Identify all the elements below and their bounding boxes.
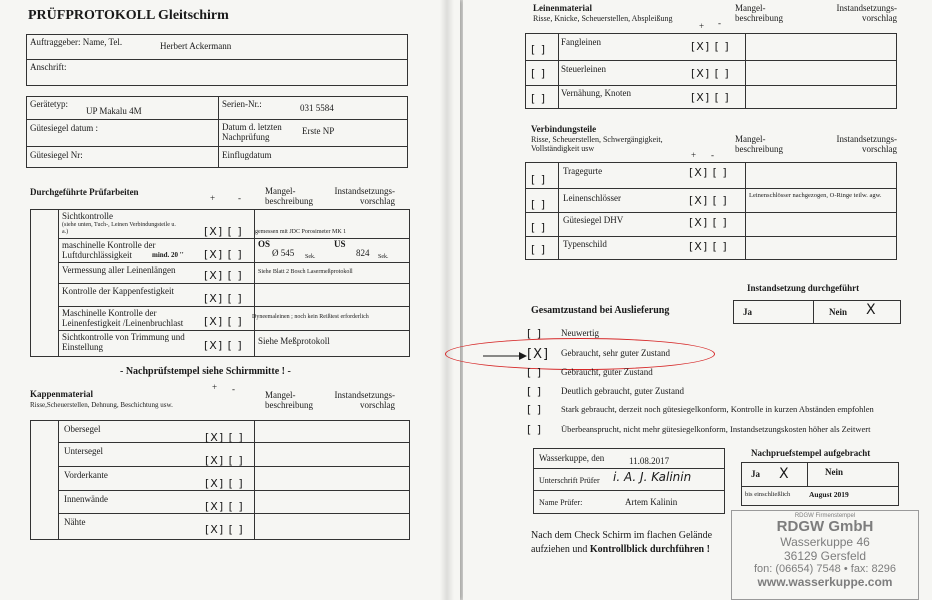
client-value: Herbert Ackermann (160, 41, 232, 51)
canopy-row-mark: [X] [ ] (205, 477, 244, 490)
connectors-heading: Verbindungsteile (531, 124, 597, 134)
last-check-label: Datum d. letzten Nachprüfung (222, 122, 282, 142)
check-row-label: Kontrolle der Kappenfestigkeit (62, 286, 174, 296)
check-row-sub: mind. 20 '' (152, 251, 184, 259)
check-row-note: Siehe Meßprotokoll (258, 336, 330, 346)
condition-box: [ ] (527, 366, 543, 379)
repair-done-yes: Ja (743, 307, 752, 317)
lines-sub: Risse, Knicke, Scheuerstellen, Abspleißung (533, 14, 673, 23)
condition-box: [ ] (527, 327, 543, 340)
connectors-row-note: Leinenschlösser nachgezogen, O-Ringe teilw. agw. (749, 192, 882, 199)
repair-done-no: Nein (829, 307, 847, 317)
signature-date: 11.08.2017 (629, 456, 670, 466)
seal-date-label: Gütesiegel datum : (30, 123, 98, 133)
signature-handwriting: i. A. J. Kalinin (613, 470, 692, 484)
page-fold-shadow (440, 0, 454, 600)
connectors-row-label: Leinenschlösser (563, 193, 621, 203)
document-title: PRÜFPROTOKOLL Gleitschirm (28, 8, 229, 23)
footer-note-line1: Nach dem Check Schirm im flachen Gelände (531, 530, 713, 541)
check-row-mark: [X] [ ] (204, 339, 243, 352)
canopy-row-mark: [X] [ ] (205, 454, 244, 467)
connectors-row-mark: [X] [ ] (689, 166, 728, 179)
lines-row-mark: [X] [ ] (691, 91, 730, 104)
condition-label: Deutlich gebraucht, guter Zustand (561, 386, 684, 396)
lines-row-box: [ ] (531, 67, 547, 80)
connectors-row-label: Typenschild (563, 239, 607, 249)
defect-column-label: Mangel- beschreibung (265, 186, 313, 206)
condition-label: Gebraucht, guter Zustand (561, 367, 653, 377)
canopy-row-label: Untersegel (64, 446, 103, 456)
condition-label: Überbeansprucht, nicht mehr gütesiegelkonform, Instandsetzungskosten höher als Zeitwert (561, 424, 871, 434)
connectors-row-box: [ ] (531, 173, 547, 186)
check-row-label: maschinelle Kontrolle der Luftdurchlässigkeit (62, 240, 156, 260)
condition-heading: Gesamtzustand bei Auslieferung (531, 305, 670, 316)
address-label: Anschrift: (30, 62, 67, 72)
fly-date-label: Einflugdatum (222, 150, 272, 160)
check-row-label: Maschinelle Kontrolle der Leinenfestigkeit /Leinenbruchlast (62, 308, 184, 328)
left-page (0, 0, 460, 600)
type-label: Gerätetyp: (30, 99, 68, 109)
minus-label: - (711, 150, 714, 160)
last-check-value: Erste NP (302, 126, 335, 136)
canopy-row-mark: [X] [ ] (205, 431, 244, 444)
condition-box: [ ] (527, 423, 543, 436)
check-row-mark: [X] [ ] (204, 315, 243, 328)
stamp-valid-label: bis einschließlich (745, 491, 791, 498)
stamp-applied-yes: Ja (751, 469, 760, 479)
plus-label: + (699, 21, 705, 31)
signature-name-label: Name Prüfer: (539, 498, 583, 507)
us-unit: Sek. (378, 254, 389, 260)
stamp-phone: fon: (06654) 7548 • fax: 8296 (753, 563, 897, 575)
check-row-label: Sichtkontrolle (62, 211, 113, 221)
os-unit: Sek. (305, 254, 316, 260)
client-label: Auftraggeber: Name, Tel. (30, 37, 123, 47)
connectors-row-mark: [X] [ ] (689, 216, 728, 229)
serial-label: Serien-Nr.: (222, 99, 262, 109)
repair-done-heading: Instandsetzung durchgeführt (747, 283, 860, 293)
lines-row-box: [ ] (531, 92, 547, 105)
repair-column-label: Instandsetzungs- vorschlag (334, 390, 395, 410)
condition-box: [ ] (527, 403, 543, 416)
check-row-mark: [X] [ ] (204, 292, 243, 305)
canopy-row-label: Nähte (64, 517, 86, 527)
minus-label: - (718, 18, 721, 28)
stamp-applied-box (741, 462, 899, 506)
defect-column-label: Mangel- beschreibung (735, 3, 783, 23)
stamp-company-name: RDGW GmbH (776, 518, 874, 535)
stamp-caption: RDGW Firmenstempel (794, 513, 856, 519)
connectors-row-mark: [X] [ ] (689, 194, 728, 207)
stamp-applied-no: Nein (825, 467, 843, 477)
signature-place-label: Wasserkuppe, den (539, 453, 605, 463)
condition-label: Neuwertig (561, 328, 599, 338)
minus-label: - (238, 193, 241, 203)
os-label: OS (258, 239, 271, 249)
lines-row-mark: [X] [ ] (691, 40, 730, 53)
stamp-city: 36129 Gersfeld (783, 549, 867, 563)
stamp-web: www.wasserkuppe.com (757, 575, 893, 589)
check-row-mark: [X] [ ] (204, 248, 243, 261)
lines-row-label: Steuerleinen (561, 64, 606, 74)
connectors-row-box: [ ] (531, 221, 547, 234)
stamp-applied-mark: X (779, 466, 789, 482)
stamp-valid-value: August 2019 (809, 490, 849, 499)
signature-sign-label: Unterschrift Prüfer (539, 476, 600, 485)
us-label: US (334, 239, 346, 249)
canopy-heading: Kappenmaterial (30, 389, 93, 399)
repair-done-mark: X (866, 302, 876, 318)
seal-no-label: Gütesiegel Nr: (30, 150, 83, 160)
defect-column-label: Mangel- beschreibung (265, 390, 313, 410)
canopy-row-mark: [X] [ ] (205, 500, 244, 513)
check-row-label: Sichtkontrolle von Trimmung und Einstellung (62, 332, 185, 352)
condition-label: Stark gebraucht, derzeit noch gütesiegelkonform, Kontrolle in kurzen Abständen empfohlen (561, 404, 874, 414)
check-row-label: Vermessung aller Leinenlängen (62, 265, 176, 275)
footer-note-line2: aufziehen und (531, 544, 590, 555)
canopy-sub: Risse,Scheuerstellen, Dehnung, Beschichtung usw. (30, 401, 173, 409)
check-row-note: gemessen mit JDC Porosimeter MK 1 (255, 229, 347, 235)
us-value: 824 (356, 248, 370, 258)
canopy-row-mark: [X] [ ] (205, 523, 244, 536)
connectors-row-box: [ ] (531, 243, 547, 256)
lines-heading: Leinenmaterial (533, 3, 592, 13)
lines-row-label: Vernähung, Knoten (561, 88, 631, 98)
canopy-row-label: Obersegel (64, 424, 101, 434)
check-row-mark: [X] [ ] (204, 269, 243, 282)
check-row-note: Dyneemaleinen ; noch kein Reißtest erforderlich (252, 314, 369, 320)
plus-label: + (210, 193, 216, 203)
right-page (463, 0, 932, 600)
signature-name-value: Artem Kalinin (625, 497, 678, 507)
lines-row-box: [ ] (531, 43, 547, 56)
condition-label: Gebraucht, sehr guter Zustand (561, 348, 670, 358)
canopy-row-label: Vorderkante (64, 470, 108, 480)
repair-column-label: Instandsetzungs- vorschlag (836, 134, 897, 154)
os-value: Ø 545 (272, 248, 295, 258)
check-row-mark: [X] [ ] (204, 225, 243, 238)
arrow-icon (483, 350, 527, 362)
minus-label: - (232, 384, 235, 394)
serial-value: 031 5584 (300, 103, 334, 113)
connectors-row-label: Gütesiegel DHV (563, 215, 624, 225)
company-stamp (731, 510, 919, 600)
checks-heading: Durchgeführte Prüfarbeiten (30, 187, 139, 197)
condition-box: [ ] (527, 385, 543, 398)
lines-row-mark: [X] [ ] (691, 67, 730, 80)
stamp-applied-heading: Nachpruefstempel aufgebracht (751, 448, 871, 458)
connectors-row-mark: [X] [ ] (689, 240, 728, 253)
connectors-sub: Risse, Scheuerstellen, Schwergängigkeit, Vollständigkeit usw (531, 135, 663, 153)
connectors-row-label: Tragegurte (563, 166, 603, 176)
connectors-row-box: [ ] (531, 198, 547, 211)
check-row-sub: (siehe unten, Tuch-, Leinen Verbindungsteile u. a.) (62, 222, 176, 235)
repair-column-label: Instandsetzungs- vorschlag (836, 3, 897, 23)
repair-column-label: Instandsetzungs- vorschlag (334, 186, 395, 206)
stamp-note: - Nachprüfstempel siehe Schirmmitte ! - (120, 366, 291, 377)
defect-column-label: Mangel- beschreibung (735, 134, 783, 154)
condition-box: [X] (527, 347, 550, 362)
stamp-street: Wasserkuppe 46 (780, 535, 870, 549)
plus-label: + (691, 150, 697, 160)
lines-row-label: Fangleinen (561, 37, 601, 47)
canopy-row-label: Innenwände (64, 494, 108, 504)
plus-label: + (212, 382, 218, 392)
type-value: UP Makalu 4M (86, 106, 142, 116)
footer-note-line2-bold: Kontrollblick durchführen ! (589, 544, 710, 555)
check-row-note: Siehe Blatt 2 Bosch Lasermeßprotokoll (258, 269, 353, 275)
